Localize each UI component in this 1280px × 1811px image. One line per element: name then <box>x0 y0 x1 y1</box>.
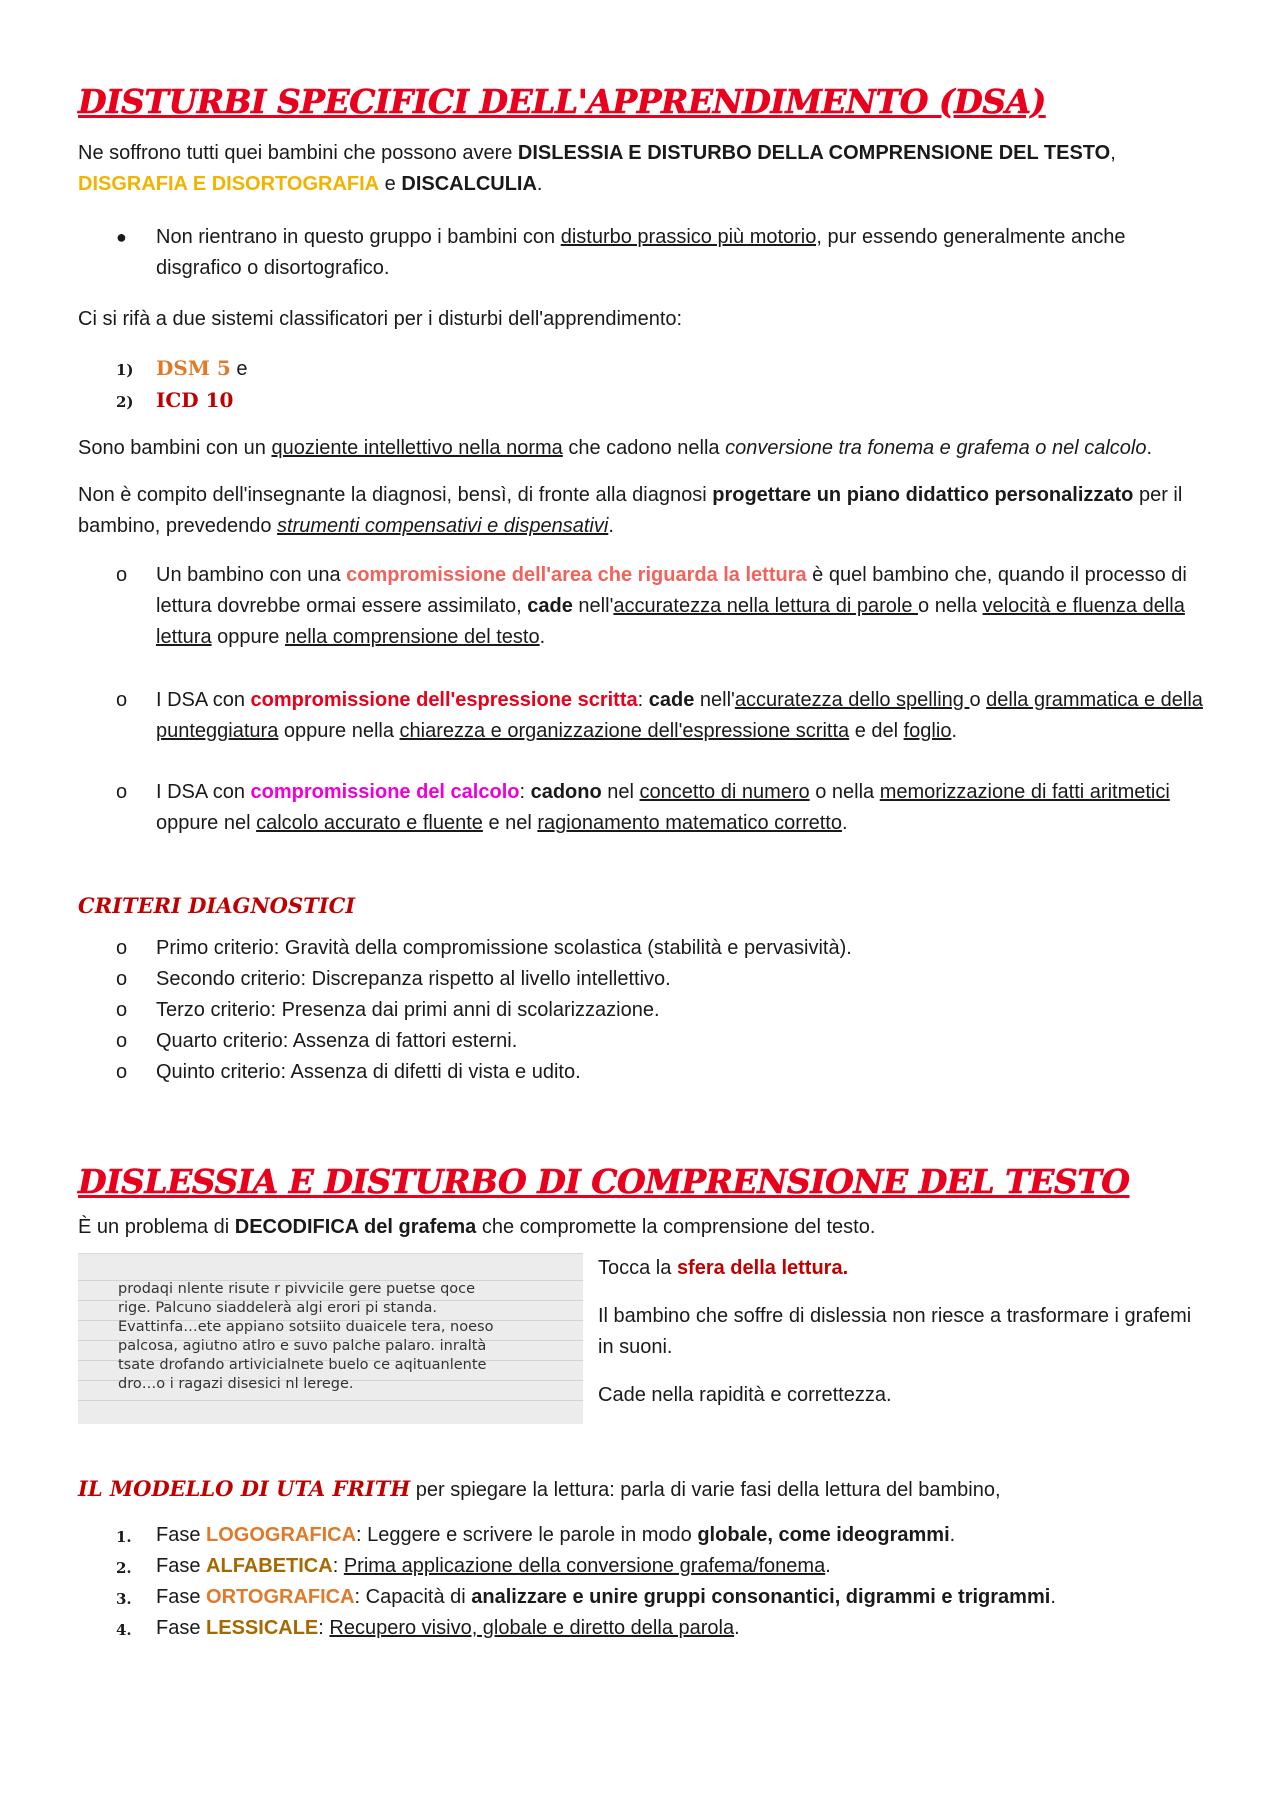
list-item: 4. Fase LESSICALE: Recupero visivo, globale e diretto della parola. <box>116 1617 740 1639</box>
list-item: o Quarto criterio: Assenza di fattori esterni. <box>116 1030 518 1052</box>
classification-list <box>78 353 1213 417</box>
fasi-list <box>78 1520 1213 1644</box>
list-item: o I DSA con compromissione del calcolo: cadono nel concetto di numero o nella memorizzazione di fatti aritmetici oppure nel calcolo accurato e fluente e nel ragionamento matematico corretto. <box>116 781 1170 834</box>
page-title: DISTURBI SPECIFICI DELL'APPRENDIMENTO (DSA) <box>78 82 1046 121</box>
list-item: 1) DSM 5 e <box>116 356 248 380</box>
criteri-list <box>78 933 1213 1088</box>
criteri-heading: CRITERI DIAGNOSTICI <box>78 893 356 918</box>
list-item: 2) ICD 10 <box>116 388 234 412</box>
list-item: o Terzo criterio: Presenza dai primi anni di scolarizzazione. <box>116 999 660 1021</box>
section-title: DISLESSIA E DISTURBO DI COMPRENSIONE DEL TESTO <box>78 1162 1130 1201</box>
document-page <box>78 80 1213 1644</box>
decodifica-paragraph: È un problema di DECODIFICA del grafema che compromette la comprensione del testo. <box>78 1216 876 1238</box>
list-item: o Un bambino con una compromissione dell'area che riguarda la lettura è quel bambino che, quando il processo di lettura dovrebbe ormai essere assimilato, cade nell'accuratezza nella lettura di parole o nella velocità e fluenza della lettura oppure nella comprensione del testo. <box>116 564 1187 648</box>
dyslexia-block <box>78 1253 1213 1453</box>
quoziente-paragraph: Sono bambini con un quoziente intellettivo nella norma che cadono nella conversione tra fonema e grafema o nel calcolo. <box>78 437 1153 459</box>
frith-paragraph: IL MODELLO DI UTA FRITH per spiegare la lettura: parla di varie fasi della lettura del bambino, <box>78 1476 1001 1501</box>
dyslexia-sample-text: prodaqi nlente risute r pivvicile gere puetse qoce rige. Palcuno siaddelerà algi erori pi standa. Evattinfa…ete appiano sotsiito duaicele tera, noeso palcosa, agiutno atlro e suvo palche palaro. inraltà tsate drofando artivicialnete buelo ce aqituanlente dro…o i ragazi disesici nl lerege. <box>118 1281 494 1392</box>
dyslexia-description: Tocca la sfera della lettura. Il bambino che soffre di dislessia non riesce a trasformare i grafemi in suoni. Cade nella rapidità e correttezza. <box>598 1257 1192 1406</box>
intro-paragraph: Ne soffrono tutti quei bambini che possono avere DISLESSIA E DISTURBO DELLA COMPRENSIONE DEL TESTO, DISGRAFIA E DISORTOGRAFIA e DISCALCULIA. <box>78 142 1116 195</box>
bullet-list <box>78 222 1213 284</box>
classification-intro: Ci si rifà a due sistemi classificatori per i disturbi dell'apprendimento: <box>78 308 683 330</box>
list-item: o Primo criterio: Gravità della compromissione scolastica (stabilità e pervasività). <box>116 937 852 959</box>
list-item: ● Non rientrano in questo gruppo i bambini con disturbo prassico più motorio, pur essendo generalmente anche disgrafico o disortografico. <box>78 222 1213 284</box>
list-item: o Secondo criterio: Discrepanza rispetto al livello intellettivo. <box>116 968 671 990</box>
bullet-icon: ● <box>116 227 127 247</box>
list-item: 1. Fase LOGOGRAFICA: Leggere e scrivere le parole in modo globale, come ideogrammi. <box>116 1524 956 1546</box>
areas-list <box>78 560 1213 839</box>
diagnosi-paragraph: Non è compito dell'insegnante la diagnosi, bensì, di fronte alla diagnosi progettare un piano didattico personalizzato per il bambino, prevedendo strumenti compensativi e dispensativi. <box>78 484 1183 537</box>
list-item: 3. Fase ORTOGRAFICA: Capacità di analizzare e unire gruppi consonantici, digrammi e trigrammi. <box>116 1586 1056 1608</box>
list-item: o Quinto criterio: Assenza di difetti di vista e udito. <box>116 1061 581 1083</box>
list-item: 2. Fase ALFABETICA: Prima applicazione della conversione grafema/fonema. <box>116 1555 831 1577</box>
dyslexia-example-image <box>78 1253 583 1424</box>
list-item: o I DSA con compromissione dell'espressione scritta: cade nell'accuratezza dello spelling o della grammatica e della punteggiatura oppure nella chiarezza e organizzazione dell'espressione scritta e del foglio. <box>116 689 1203 742</box>
